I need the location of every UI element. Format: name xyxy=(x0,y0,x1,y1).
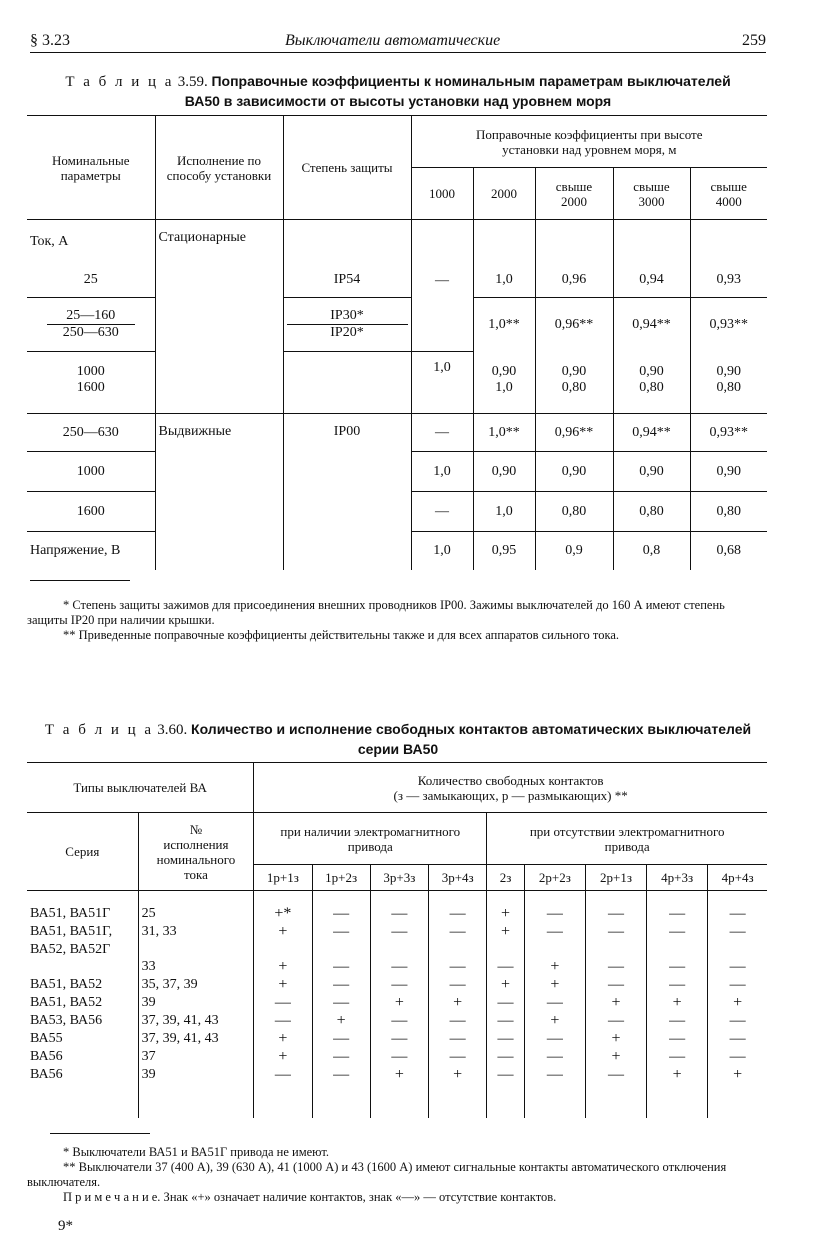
cell-contact: — xyxy=(370,976,428,994)
cell-contact: — xyxy=(429,976,487,994)
cell-contact: — xyxy=(312,958,370,976)
footnote-rule xyxy=(50,1133,150,1134)
cell-contact: — xyxy=(729,958,746,975)
th-protection: Степень защиты xyxy=(283,116,411,220)
table2-number: 3.60. xyxy=(157,722,188,738)
table-row xyxy=(27,941,767,958)
cell-contact: — xyxy=(729,923,746,940)
th-h1000: 1000 xyxy=(411,168,473,220)
table1 xyxy=(27,115,767,570)
label-current: Ток, А xyxy=(27,220,155,264)
table2-title-line2: серии ВА50 xyxy=(357,741,439,757)
cell-contact: — xyxy=(370,1012,428,1030)
cell-current-no: 39 xyxy=(138,1066,254,1084)
cell-contact: — xyxy=(429,923,487,941)
th-execution: Исполнение по способу установки xyxy=(155,116,283,220)
th-contact-col: 4р+3з xyxy=(647,865,708,891)
table1-label: Т а б л и ц а xyxy=(65,74,174,90)
cell-series: ВА55 xyxy=(27,1030,138,1048)
table-row: 1000 1600 1,0 0,90 1,0 0,90 0,80 0,90 0,80 0,90 0,80 xyxy=(27,352,767,408)
th-with-drive: при наличии электромагнитного привода xyxy=(254,813,487,865)
cell-contact: + xyxy=(524,1012,585,1030)
table1-footnotes xyxy=(27,598,767,643)
table-row: 25 IP54 — 1,0 0,96 0,94 0,93 xyxy=(27,264,767,298)
th-coeff-group: Поправочные коэффициенты при высоте установки над уровнем моря, м xyxy=(411,116,767,168)
cell-series xyxy=(27,958,138,976)
cell-contact: — xyxy=(729,905,746,922)
table-row xyxy=(27,1048,767,1066)
section-number: § 3.23 xyxy=(30,32,70,49)
th-count-line2: (з — замыкающих, р — размыкающих) ** xyxy=(393,787,628,803)
cell-current-no: 37, 39, 41, 43 xyxy=(138,1012,254,1030)
table2-title-line1: Количество и исполнение свободных контактов автоматических выключателей xyxy=(191,721,752,737)
cell-contact: — xyxy=(729,1030,746,1047)
cell-series: ВА56 xyxy=(27,1048,138,1066)
cell-contact: + xyxy=(370,1066,428,1084)
cell-contact: — xyxy=(312,976,370,994)
table-row xyxy=(27,1030,767,1048)
table-row: Напряжение, В 1,0 0,95 0,9 0,8 0,68 xyxy=(27,532,767,570)
th-current-no: № исполнения номинального тока xyxy=(138,813,254,891)
cell-contact: + xyxy=(487,923,524,941)
cell-contact xyxy=(487,941,524,958)
cell-current-no: 31, 33 xyxy=(138,923,254,941)
cell-series: ВА51, ВА51Г, xyxy=(27,923,138,941)
cell-contact: + xyxy=(647,1066,708,1084)
cell-contact: — xyxy=(729,976,746,993)
table2 xyxy=(27,762,767,1118)
cell-contact: — xyxy=(254,1066,312,1084)
cell-contact: — xyxy=(524,1030,585,1048)
cell-contact xyxy=(254,941,312,958)
table2-label: Т а б л и ц а xyxy=(44,722,154,738)
table1-footnote-1: * Степень защиты зажимов для присоединения внешних проводников IP00. Зажимы выключателей до 160 А имеют степень защиты IP20 при наличии крышки. xyxy=(27,598,725,627)
cell-contact: — xyxy=(524,891,585,924)
cell-contact: + xyxy=(487,891,524,924)
cell-contact xyxy=(585,941,646,958)
table1-footnote-2: ** Приведенные поправочные коэффициенты действительны также и для всех аппаратов сильного тока. xyxy=(63,628,620,642)
running-title: Выключатели автоматические xyxy=(285,32,501,49)
cell-contact: — xyxy=(585,891,646,924)
table1-title-line1: Поправочные коэффициенты к номинальным параметрам выключателей xyxy=(211,73,731,89)
footnote-rule xyxy=(30,580,130,581)
table1-caption xyxy=(30,72,766,112)
table2-note: П р и м е ч а н и е. Знак «+» означает наличие контактов, знак «—» — отсутствие контактов. xyxy=(63,1190,557,1204)
cell-contact: — xyxy=(585,1066,646,1084)
cell-contact: + xyxy=(254,1030,312,1048)
table-row xyxy=(27,891,767,924)
label-withdrawable: Выдвижные xyxy=(155,414,283,570)
cell-current-no: 33 xyxy=(138,958,254,976)
cell-contact: — xyxy=(647,923,708,941)
cell-contact: + xyxy=(370,994,428,1012)
th-contact-col: 1р+2з xyxy=(312,865,370,891)
cell-contact: + xyxy=(254,958,312,976)
th-over4000: свыше 4000 xyxy=(690,168,767,220)
cell-contact: — xyxy=(487,1012,524,1030)
cell-contact: — xyxy=(647,891,708,924)
cell-contact: — xyxy=(370,923,428,941)
cell-contact: — xyxy=(312,1066,370,1084)
table-row: 1000 1,0 0,90 0,90 0,90 0,90 xyxy=(27,452,767,492)
table-row xyxy=(27,1012,767,1030)
th-contact-col: 2з xyxy=(487,865,524,891)
cell-series: ВА53, ВА56 xyxy=(27,1012,138,1030)
cell-contact: + xyxy=(254,976,312,994)
cell-contact: + xyxy=(254,923,312,941)
th-h2000: 2000 xyxy=(473,168,535,220)
cell-contact: — xyxy=(487,1048,524,1066)
cell-contact: — xyxy=(487,1066,524,1084)
cell-contact: — xyxy=(370,1030,428,1048)
th-count-line1: Количество свободных контактов xyxy=(417,772,604,788)
cell-contact: — xyxy=(585,958,646,976)
table2-footnotes xyxy=(27,1145,767,1205)
cell-contact: + xyxy=(524,958,585,976)
cell-current-no: 37 xyxy=(138,1048,254,1066)
cell-contact: +* xyxy=(254,891,312,924)
cell-contact: — xyxy=(585,1012,646,1030)
cell-contact: — xyxy=(647,958,708,976)
label-stationary: Стационарные xyxy=(155,220,283,414)
th-nominal: Номинальные параметры xyxy=(27,116,155,220)
signature-mark: 9* xyxy=(58,1218,73,1234)
table1-number: 3.59. xyxy=(177,74,208,90)
cell-current-no: 37, 39, 41, 43 xyxy=(138,1030,254,1048)
th-without-drive: при отсутствии электромагнитного привода xyxy=(487,813,767,865)
cell-contact: — xyxy=(647,976,708,994)
cell-contact: — xyxy=(370,891,428,924)
th-contact-col: 2р+2з xyxy=(524,865,585,891)
table-row xyxy=(27,976,767,994)
cell-contact xyxy=(370,941,428,958)
th-contact-col: 1р+1з xyxy=(254,865,312,891)
cell-contact: — xyxy=(370,1048,428,1066)
cell-contact: — xyxy=(524,923,585,941)
table-row xyxy=(27,1066,767,1084)
cell-contact: — xyxy=(487,958,524,976)
table-row: 25—160 250—630 IP30* IP20* 1,0** 0,96** 0,94** 0,93** xyxy=(27,298,767,352)
cell-series: ВА56 xyxy=(27,1066,138,1084)
cell-series: ВА51, ВА51Г xyxy=(27,891,138,924)
cell-contact: — xyxy=(254,1012,312,1030)
cell-contact: — xyxy=(524,994,585,1012)
cell-contact: — xyxy=(429,958,487,976)
cell-contact: — xyxy=(370,958,428,976)
table1-title-line2: ВА50 в зависимости от высоты установки над уровнем моря xyxy=(184,93,612,109)
cell-current-no: 35, 37, 39 xyxy=(138,976,254,994)
cell-contact: — xyxy=(647,1030,708,1048)
table-row xyxy=(27,994,767,1012)
th-contact-col: 3р+4з xyxy=(429,865,487,891)
cell-contact: + xyxy=(254,1048,312,1066)
table-row: 1600 — 1,0 0,80 0,80 0,80 xyxy=(27,492,767,532)
cell-contact: — xyxy=(729,1048,746,1065)
cell-contact: — xyxy=(487,994,524,1012)
table-row xyxy=(27,923,767,941)
th-contact-col: 3р+3з xyxy=(370,865,428,891)
cell-contact: + xyxy=(487,976,524,994)
cell-contact: — xyxy=(429,1012,487,1030)
cell-contact: — xyxy=(647,1012,708,1030)
table2-footnote-2: ** Выключатели 37 (400 А), 39 (630 А), 41 (1000 А) и 43 (1600 А) имеют сигнальные контакты автоматического отключения выключателя. xyxy=(27,1160,727,1189)
cell-contact: — xyxy=(729,1012,746,1029)
cell-contact: — xyxy=(487,1030,524,1048)
cell-contact: + xyxy=(429,1066,487,1084)
cell-contact xyxy=(647,941,708,958)
cell-contact xyxy=(312,941,370,958)
cell-current-no: 25 xyxy=(138,891,254,924)
cell-contact: + xyxy=(733,994,743,1011)
cell-contact: — xyxy=(647,1048,708,1066)
cell-contact: — xyxy=(524,1066,585,1084)
cell-contact: — xyxy=(312,1030,370,1048)
table-row: 250—630 Выдвижные IP00 — 1,0** 0,96** 0,94** 0,93** xyxy=(27,414,767,452)
cell-contact: — xyxy=(429,1030,487,1048)
cell-contact xyxy=(429,941,487,958)
cell-contact: — xyxy=(254,994,312,1012)
cell-contact: + xyxy=(585,1048,646,1066)
th-contact-col: 4р+4з xyxy=(708,865,767,891)
cell-contact: — xyxy=(585,923,646,941)
cell-current-no xyxy=(138,941,254,958)
cell-contact: — xyxy=(585,976,646,994)
cell-current-no: 39 xyxy=(138,994,254,1012)
th-contact-col: 2р+1з xyxy=(585,865,646,891)
th-over2000: свыше 2000 xyxy=(535,168,613,220)
cell-contact: + xyxy=(647,994,708,1012)
cell-contact: + xyxy=(585,994,646,1012)
table2-footnote-1: * Выключатели ВА51 и ВА51Г привода не имеют. xyxy=(63,1145,330,1159)
running-header xyxy=(30,30,766,53)
table-row xyxy=(27,958,767,976)
th-series: Серия xyxy=(27,813,138,891)
cell-contact: — xyxy=(524,1048,585,1066)
cell-series: ВА52, ВА52Г xyxy=(27,941,138,958)
cell-contact: + xyxy=(733,1066,743,1083)
cell-contact: + xyxy=(585,1030,646,1048)
cell-contact: — xyxy=(312,994,370,1012)
th-over3000: свыше 3000 xyxy=(613,168,690,220)
table2-caption xyxy=(30,720,766,760)
page-number: 259 xyxy=(742,32,766,49)
cell-contact: — xyxy=(312,1048,370,1066)
cell-contact: + xyxy=(312,1012,370,1030)
th-types: Типы выключателей ВА xyxy=(27,763,254,813)
cell-contact: + xyxy=(429,994,487,1012)
cell-contact: — xyxy=(312,891,370,924)
cell-contact: — xyxy=(429,891,487,924)
cell-series: ВА51, ВА52 xyxy=(27,994,138,1012)
cell-contact: — xyxy=(312,923,370,941)
cell-contact xyxy=(708,941,767,958)
cell-contact: + xyxy=(524,976,585,994)
cell-contact: — xyxy=(429,1048,487,1066)
cell-contact xyxy=(524,941,585,958)
cell-series: ВА51, ВА52 xyxy=(27,976,138,994)
